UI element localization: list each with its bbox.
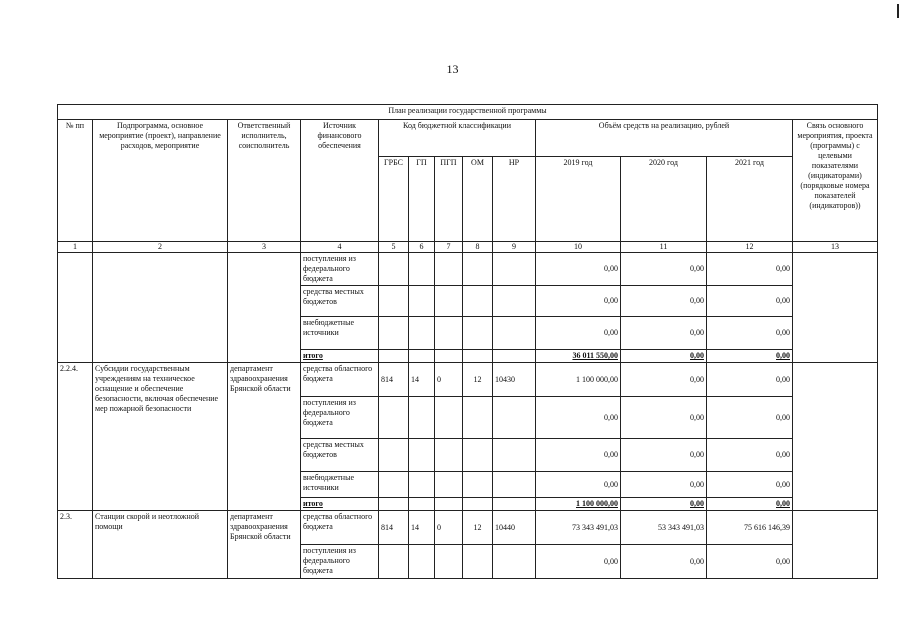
row-source: внебюджетные источники bbox=[301, 472, 379, 498]
header-source: Источник финансового обеспечения bbox=[301, 120, 379, 242]
row-executor: департамент здравоохранения Брянской области bbox=[228, 363, 301, 511]
row-gp: 14 bbox=[409, 511, 435, 545]
row-pgp: 0 bbox=[435, 363, 463, 397]
row-value-2019: 0,00 bbox=[536, 253, 621, 286]
column-number-row bbox=[58, 242, 878, 253]
row-source: средства областного бюджета bbox=[301, 363, 379, 397]
header-2020: 2020 год bbox=[621, 157, 707, 242]
row-source: итого bbox=[301, 498, 379, 511]
table-row bbox=[58, 363, 878, 397]
row-value-2019: 0,00 bbox=[536, 439, 621, 472]
header-subprogram: Подпрограмма, основное мероприятие (проект), направление расходов, мероприятие bbox=[93, 120, 228, 242]
row-source: внебюджетные источники bbox=[301, 317, 379, 350]
row-name-cell bbox=[93, 253, 228, 363]
header-2019: 2019 год bbox=[536, 157, 621, 242]
row-indicator-cell bbox=[793, 363, 878, 511]
row-value-2021: 0,00 bbox=[707, 397, 793, 439]
row-total-2019: 36 011 550,00 bbox=[536, 350, 621, 363]
row-indicator-cell bbox=[793, 253, 878, 363]
row-executor-cell bbox=[228, 253, 301, 363]
header-num: № пп bbox=[58, 120, 93, 242]
row-pgp: 0 bbox=[435, 511, 463, 545]
row-value-2019: 0,00 bbox=[536, 397, 621, 439]
col-number: 2 bbox=[93, 242, 228, 253]
row-value-2019: 0,00 bbox=[536, 286, 621, 317]
row-name: Станции скорой и неотложной помощи bbox=[93, 511, 228, 579]
col-number: 9 bbox=[493, 242, 536, 253]
col-number: 10 bbox=[536, 242, 621, 253]
row-value-2021: 0,00 bbox=[707, 439, 793, 472]
row-gp: 14 bbox=[409, 363, 435, 397]
row-value-2021: 0,00 bbox=[707, 317, 793, 350]
row-nr: 10440 bbox=[493, 511, 536, 545]
row-value-2019: 1 100 000,00 bbox=[536, 363, 621, 397]
row-source: поступления из федерального бюджета bbox=[301, 545, 379, 579]
col-number: 11 bbox=[621, 242, 707, 253]
col-number: 6 bbox=[409, 242, 435, 253]
row-value-2019: 0,00 bbox=[536, 317, 621, 350]
table-title-row bbox=[58, 105, 878, 120]
row-value-2021: 75 616 146,39 bbox=[707, 511, 793, 545]
table-row bbox=[58, 253, 878, 286]
row-value-2019: 0,00 bbox=[536, 472, 621, 498]
row-indicator-cell bbox=[793, 511, 878, 579]
row-value-2019: 0,00 bbox=[536, 545, 621, 579]
table-title: План реализации государственной программы bbox=[58, 105, 878, 120]
row-total-2021: 0,00 bbox=[707, 498, 793, 511]
row-om: 12 bbox=[463, 511, 493, 545]
col-number: 7 bbox=[435, 242, 463, 253]
table-row bbox=[58, 511, 878, 545]
edge-mark bbox=[897, 4, 899, 18]
row-value-2020: 0,00 bbox=[621, 472, 707, 498]
row-value-2021: 0,00 bbox=[707, 253, 793, 286]
row-source: поступления из федерального бюджета bbox=[301, 397, 379, 439]
row-source: средства местных бюджетов bbox=[301, 286, 379, 317]
row-om: 12 bbox=[463, 363, 493, 397]
row-nr: 10430 bbox=[493, 363, 536, 397]
plan-table bbox=[57, 104, 878, 579]
row-name: Субсидии государственным учреждениям на техническое оснащение и обеспечение безопасности, включая обеспечение мер пожарной безопасности bbox=[93, 363, 228, 511]
row-source: средства областного бюджета bbox=[301, 511, 379, 545]
row-num: 2.2.4. bbox=[58, 363, 93, 511]
col-number: 13 bbox=[793, 242, 878, 253]
row-value-2020: 0,00 bbox=[621, 363, 707, 397]
row-total-2020: 0,00 bbox=[621, 498, 707, 511]
row-value-2021: 0,00 bbox=[707, 545, 793, 579]
header-indicators: Связь основного мероприятия, проекта (программы) с целевыми показателями (индикаторами) (порядковые номера показателей (индикаторов)) bbox=[793, 120, 878, 242]
header-om: ОМ bbox=[463, 157, 493, 242]
row-value-2019: 73 343 491,03 bbox=[536, 511, 621, 545]
header-grbs: ГРБС bbox=[379, 157, 409, 242]
page-number: 13 bbox=[446, 62, 459, 76]
row-value-2020: 0,00 bbox=[621, 545, 707, 579]
row-value-2020: 0,00 bbox=[621, 253, 707, 286]
header-volume-group: Объём средств на реализацию, рублей bbox=[536, 120, 793, 157]
row-total-2020: 0,00 bbox=[621, 350, 707, 363]
row-grbs: 814 bbox=[379, 363, 409, 397]
row-source: поступления из федерального бюджета bbox=[301, 253, 379, 286]
header-gp: ГП bbox=[409, 157, 435, 242]
row-value-2021: 0,00 bbox=[707, 363, 793, 397]
header-row bbox=[58, 120, 878, 157]
row-value-2020: 0,00 bbox=[621, 439, 707, 472]
row-num-cell bbox=[58, 253, 93, 363]
row-total-2021: 0,00 bbox=[707, 350, 793, 363]
header-executor: Ответственный исполнитель, соисполнитель bbox=[228, 120, 301, 242]
row-source: итого bbox=[301, 350, 379, 363]
col-number: 5 bbox=[379, 242, 409, 253]
col-number: 8 bbox=[463, 242, 493, 253]
col-number: 3 bbox=[228, 242, 301, 253]
row-value-2021: 0,00 bbox=[707, 286, 793, 317]
row-source: средства местных бюджетов bbox=[301, 439, 379, 472]
row-grbs: 814 bbox=[379, 511, 409, 545]
row-executor: департамент здравоохранения Брянской области bbox=[228, 511, 301, 579]
row-num: 2.3. bbox=[58, 511, 93, 579]
row-value-2020: 0,00 bbox=[621, 317, 707, 350]
col-number: 4 bbox=[301, 242, 379, 253]
row-total-2019: 1 100 000,00 bbox=[536, 498, 621, 511]
row-value-2020: 0,00 bbox=[621, 286, 707, 317]
header-nr: НР bbox=[493, 157, 536, 242]
header-2021: 2021 год bbox=[707, 157, 793, 242]
col-number: 12 bbox=[707, 242, 793, 253]
row-value-2020: 53 343 491,03 bbox=[621, 511, 707, 545]
header-pgp: ПГП bbox=[435, 157, 463, 242]
col-number: 1 bbox=[58, 242, 93, 253]
header-kbk-group: Код бюджетной классификации bbox=[379, 120, 536, 157]
row-value-2021: 0,00 bbox=[707, 472, 793, 498]
row-value-2020: 0,00 bbox=[621, 397, 707, 439]
